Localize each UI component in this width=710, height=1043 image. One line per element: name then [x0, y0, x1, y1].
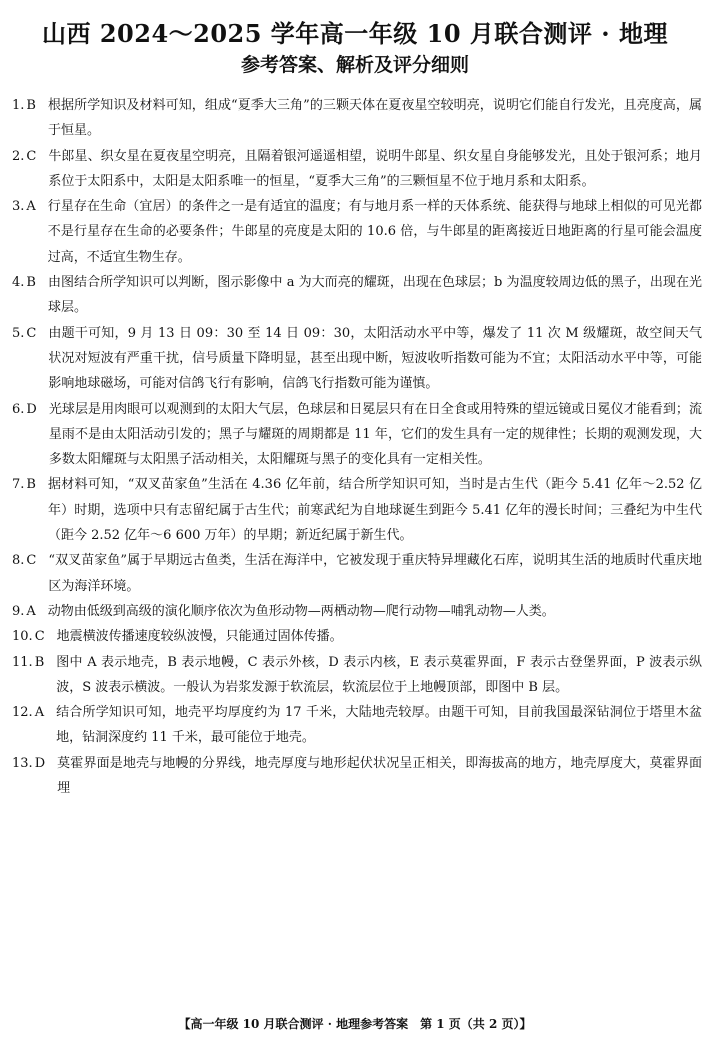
question-number: 12. — [12, 705, 33, 721]
question-number: 4. — [12, 275, 25, 291]
page-footer: 【高一年级 10 月联合测评 · 地理参考答案 第 1 页（共 2 页）】 — [178, 1017, 532, 1031]
explanation-text: 地震横波传播速度较纵波慢，只能通过固体传播。 — [56, 629, 343, 645]
question-number: 11. — [12, 654, 33, 670]
answer-letter: A — [26, 603, 36, 619]
answer-letter: D — [34, 755, 46, 771]
answer-item-11 — [12, 650, 702, 701]
explanation-text: 动物由低级到高级的演化顺序依次为鱼形动物—两栖动物—爬行动物—哺乳动物—人类。 — [47, 603, 555, 619]
explanation-text: 由图结合所学知识可以判断，图示影像中 a 为大而亮的耀斑，出现在色球层；b 为温度较周边低的黑子，出现在光球层。 — [47, 275, 702, 316]
question-number: 10. — [12, 629, 33, 645]
explanation-text: 图中 A 表示地壳，B 表示地幔，C 表示外核，D 表示内核，E 表示莫霍界面，F 表示古登堡界面，P 波表示纵波，S 波表示横波。一般认为岩浆发源于软流层，软流层位于上地幔顶部，即图中 B 层。 — [56, 654, 702, 695]
answer-letter: B — [26, 275, 36, 291]
explanation-text: 据材料可知，“双叉苗家鱼”生活在 4.36 亿年前，结合所学知识可知，当时是古生代（距今 5.41 亿年～2.52 亿年）时期，选项中只有志留纪属于古生代；前寒武纪为自地球诞生到距今 5.41 亿年的漫长时间；三叠纪为中生代（距今 2.52 亿年～6 600 万年）的早期；新近纪属于新生代。 — [47, 477, 702, 544]
question-number: 1. — [12, 98, 25, 113]
explanation-text: 根据所学知识及材料可知，组成“夏季大三角”的三颗天体在夏夜星空较明亮，说明它们能自行发光，且亮度高，属于恒星。 — [47, 98, 702, 139]
answer-item-10 — [12, 624, 702, 649]
answer-item-4 — [12, 270, 702, 321]
answer-letter: C — [26, 325, 37, 341]
explanation-text: 结合所学知识可知，地壳平均厚度约为 17 千米，大陆地壳较厚。由题干可知，目前我国最深钻洞位于塔里木盆地，钻洞深度约 11 千米，最可能位于地壳。 — [56, 705, 702, 746]
question-number: 8. — [12, 553, 25, 569]
answer-item-1 — [12, 93, 702, 144]
answer-item-13 — [12, 751, 702, 802]
answer-letter: B — [34, 654, 45, 670]
question-number: 13. — [12, 755, 33, 771]
explanation-text: 由题干可知，9 月 13 日 09：30 至 14 日 09：30，太阳活动水平中等，爆发了 11 次 M 级耀斑，故空间天气状况对短波有严重干扰，信号质量下降明显，甚至出现中断，短波收听指数可能为不宜；太阳活动水平中等，可能影响地球磁场，可能对信鸽飞行有影响，信鸽飞行指数可能为谨慎。 — [48, 325, 702, 392]
answer-letter: A — [34, 705, 45, 721]
explanation-text: 光球层是用肉眼可以观测到的太阳大气层，色球层和日冕层只有在日全食或用特殊的望远镜或日冕仪才能看到；流星雨不是由太阳活动引发的；黑子与耀斑的周期都是 11 年，它们的发生具有一定的规律性；长期的观测发现，大多数太阳耀斑与太阳黑子活动相关，太阳耀斑与黑子的变化具有一定相关性。 — [48, 401, 702, 468]
explanation-text: 行星存在生命（宜居）的条件之一是有适宜的温度；有与地月系一样的天体系统、能获得与地球上相似的可见光都不是行星存在生命的必要条件；牛郎星的亮度是太阳的 10.6 倍，与牛郎星的距离接近日地距离的行星可能会温度过高，不适宜生物生存。 — [47, 199, 702, 265]
answer-item-8 — [12, 548, 702, 599]
explanation-text: 牛郎星、织女星在夏夜星空明亮，且隔着银河遥遥相望，说明牛郎星、织女星自身能够发光，且处于银河系；地月系位于太阳系中，太阳是太阳系唯一的恒星，“夏季大三角”的三颗恒星不位于地月系和太阳系。 — [48, 148, 702, 189]
answer-item-3 — [12, 194, 702, 270]
question-number: 7. — [12, 477, 25, 493]
answer-item-2 — [12, 144, 702, 195]
answer-letter: C — [34, 629, 45, 645]
answer-letter: B — [26, 477, 36, 493]
answer-item-6 — [12, 397, 702, 473]
answer-list — [12, 93, 702, 801]
explanation-text: 莫霍界面是地壳与地幔的分界线，地壳厚度与地形起伏状况呈正相关，即海拔高的地方，地壳厚度大，莫霍界面埋 — [57, 755, 702, 797]
explanation-text: “双叉苗家鱼”属于早期远古鱼类，生活在海洋中，它被发现于重庆特异埋藏化石库，说明其生活的地质时代重庆地区为海洋环境。 — [48, 553, 702, 594]
page-subtitle: 参考答案、解析及评分细则 — [240, 54, 469, 76]
question-number: 6. — [12, 401, 25, 417]
answer-item-5 — [12, 321, 702, 397]
answer-letter: C — [26, 148, 37, 164]
answer-letter: A — [26, 199, 36, 215]
answer-letter: B — [26, 98, 36, 113]
question-number: 3. — [12, 199, 25, 215]
answer-letter: D — [26, 401, 37, 417]
answer-letter: C — [26, 553, 37, 569]
answer-item-7 — [12, 472, 702, 548]
answer-item-9 — [12, 599, 702, 624]
question-number: 2. — [12, 148, 25, 164]
question-number: 5. — [12, 325, 25, 341]
answer-item-12 — [12, 700, 702, 751]
page-title: 山西 2024～2025 学年高一年级 10 月联合测评 · 地理 — [42, 19, 668, 48]
question-number: 9. — [12, 603, 25, 619]
